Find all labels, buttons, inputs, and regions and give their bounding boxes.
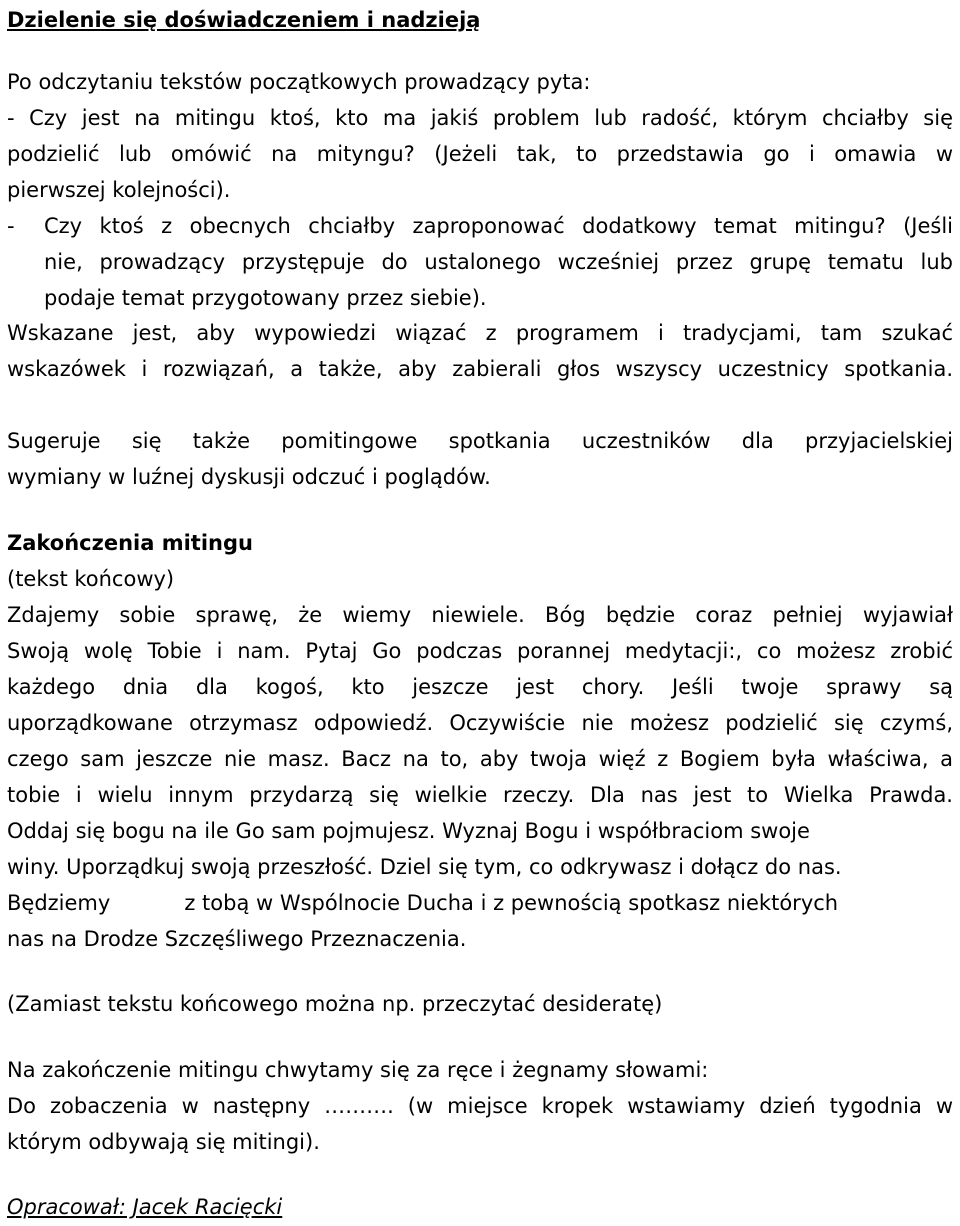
question-2-line-1: Czy ktoś z obecnych chciałby zaproponować dodatkowy temat mitingu? (Jeśli [44,214,953,238]
paragraph-wskazane-line-1: Wskazane jest, aby wypowiedzi wiązać z programem i tradycjami, tam szukać [7,321,953,345]
closing-text-line-8: winy. Uporządkuj swoją przeszłość. Dziel się tym, co odkrywasz i dołącz do nas. [7,855,842,879]
author-signature: Opracował: Jacek Racięcki [7,1195,283,1219]
paragraph-sugeruje-line-2: wymiany w luźnej dyskusji odczuć i poglądów. [7,465,491,489]
question-2-dash: - [7,214,15,238]
closing-text-line-9 [7,888,953,918]
closing-text-line-3: każdego dnia dla kogoś, kto jeszcze jest chory. Jeśli twoje sprawy są [7,675,953,699]
farewell-line-1: Na zakończenie mitingu chwytamy się za ręce i żegnamy słowami: [7,1058,709,1082]
closing-text-line-2: Swoją wolę Tobie i nam. Pytaj Go podczas porannej medytacji:, co możesz zrobić [7,639,953,663]
paragraph-wskazane-line-2: wskazówek i rozwiązań, a także, aby zabierali głos wszyscy uczestnicy spotkania. [7,357,953,381]
desiderata-note: (Zamiast tekstu końcowego można np. przeczytać desideratę) [7,992,663,1016]
closing-text-line-5: czego sam jeszcze nie masz. Bacz na to, aby twoja więź z Bogiem była właściwa, a [7,747,953,771]
closing-text-line-1: Zdajemy sobie sprawę, że wiemy niewiele. Bóg będzie coraz pełniej wyjawiał [7,603,953,627]
closing-text-line-9-end: z tobą w Wspólnocie Ducha i z pewnością spotkasz niektórych [184,891,839,915]
question-1-line-1: - Czy jest na mitingu ktoś, kto ma jakiś problem lub radość, którym chciałby się [7,106,953,130]
question-1-line-3: pierwszej kolejności). [7,178,231,202]
closing-text-line-6: tobie i wielu innym przydarzą się wielkie rzeczy. Dla nas jest to Wielka Prawda. [7,783,953,807]
farewell-line-2: Do zobaczenia w następny ………. (w miejsce kropek wstawiamy dzień tygodnia w [7,1094,953,1118]
closing-text-line-10: nas na Drodze Szczęśliwego Przeznaczenia. [7,927,467,951]
closing-text-line-4: uporządkowane otrzymasz odpowiedź. Oczywiście nie możesz podzielić się czymś, [7,711,953,735]
question-2-line-2: nie, prowadzący przystępuje do ustalonego wcześniej przez grupę tematu lub [44,250,953,274]
question-1-line-2: podzielić lub omówić na mityngu? (Jeżeli tak, to przedstawia go i omawia w [7,142,953,166]
closing-text-line-7: Oddaj się bogu na ile Go sam pojmujesz. Wyznaj Bogu i współbraciom swoje [7,819,810,843]
closing-text-line-9-start: Będziemy [7,891,111,915]
section-heading-sharing: Dzielenie się doświadczeniem i nadzieją [7,8,481,32]
intro-line: Po odczytaniu tekstów początkowych prowadzący pyta: [7,70,591,94]
question-2-line-3: podaje temat przygotowany przez siebie). [44,286,487,310]
farewell-line-3: którym odbywają się mitingi). [7,1130,320,1154]
section-heading-closing: Zakończenia mitingu [7,531,253,555]
paragraph-sugeruje-line-1: Sugeruje się także pomitingowe spotkania uczestników dla przyjacielskiej [7,429,953,453]
closing-subheading: (tekst końcowy) [7,567,175,591]
